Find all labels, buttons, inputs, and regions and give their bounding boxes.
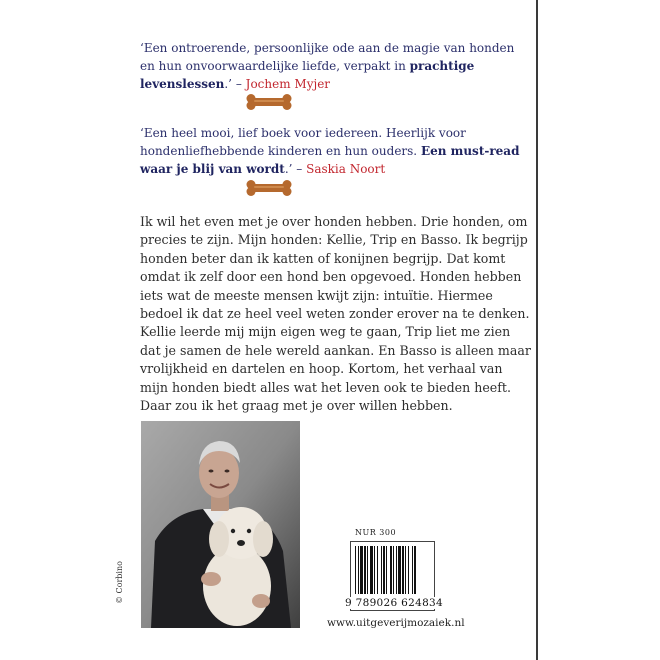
cover-edge xyxy=(536,0,538,660)
quote-2-author: Saskia Noort xyxy=(306,162,386,176)
quote-1 xyxy=(140,39,530,93)
quote-2-dash: – xyxy=(292,162,307,176)
author-photo xyxy=(141,421,300,628)
quote-1-dash: – xyxy=(232,77,246,91)
quote-2-tail: .’ xyxy=(284,162,293,176)
dog-bone-icon xyxy=(245,94,293,110)
publisher-url: www.uitgeverijmozaiek.nl xyxy=(327,617,465,629)
blurb-text: Ik wil het even met je over honden hebben. Drie honden, om precies te zijn. Mijn honden: Kellie, Trip en Basso. Ik begrijp honden beter dan ik katten of konijnen begrijp. Dat komt omdat ik zelf door een hond ben opgevoed. Honden hebben iets wat de meeste mensen kwijt zijn: intuïtie. Hiermee bedoel ik dat ze heel veel weten zonder erover na te denken. Kellie leerde mij mijn eigen weg te gaan, Trip liet me zien dat je samen de hele wereld aankan. En Basso is alleen maar vrolijkheid en dartelen en hoop. Kortom, het verhaal van mijn honden biedt alles wat het leven ook te bieden heeft. Daar zou ik het graag met je over willen hebben. xyxy=(140,214,531,414)
quote-1-author: Jochem Myjer xyxy=(245,77,331,91)
quote-2-text: ‘Een heel mooi, lief boek voor iedereen. Heerlijk voor hondenliefhebbende kinderen en hun ouders. xyxy=(140,126,466,158)
quote-2 xyxy=(140,124,530,178)
quote-1-bold: prachtige levenslessen xyxy=(140,59,475,91)
quote-1-tail: .’ xyxy=(224,77,232,91)
quote-1-text: ‘Een ontroerende, persoonlijke ode aan de magie van honden en hun onvoorwaardelijke liefde, verpakt in xyxy=(140,41,515,73)
dog-bone-icon xyxy=(245,180,293,196)
nur-code: NUR 300 xyxy=(355,528,397,537)
isbn-number: 9 789026 624834 xyxy=(345,597,444,609)
photo-credit: © Corbino xyxy=(115,561,124,604)
quote-2-bold: Een must-read waar je blij van wordt xyxy=(140,144,520,176)
